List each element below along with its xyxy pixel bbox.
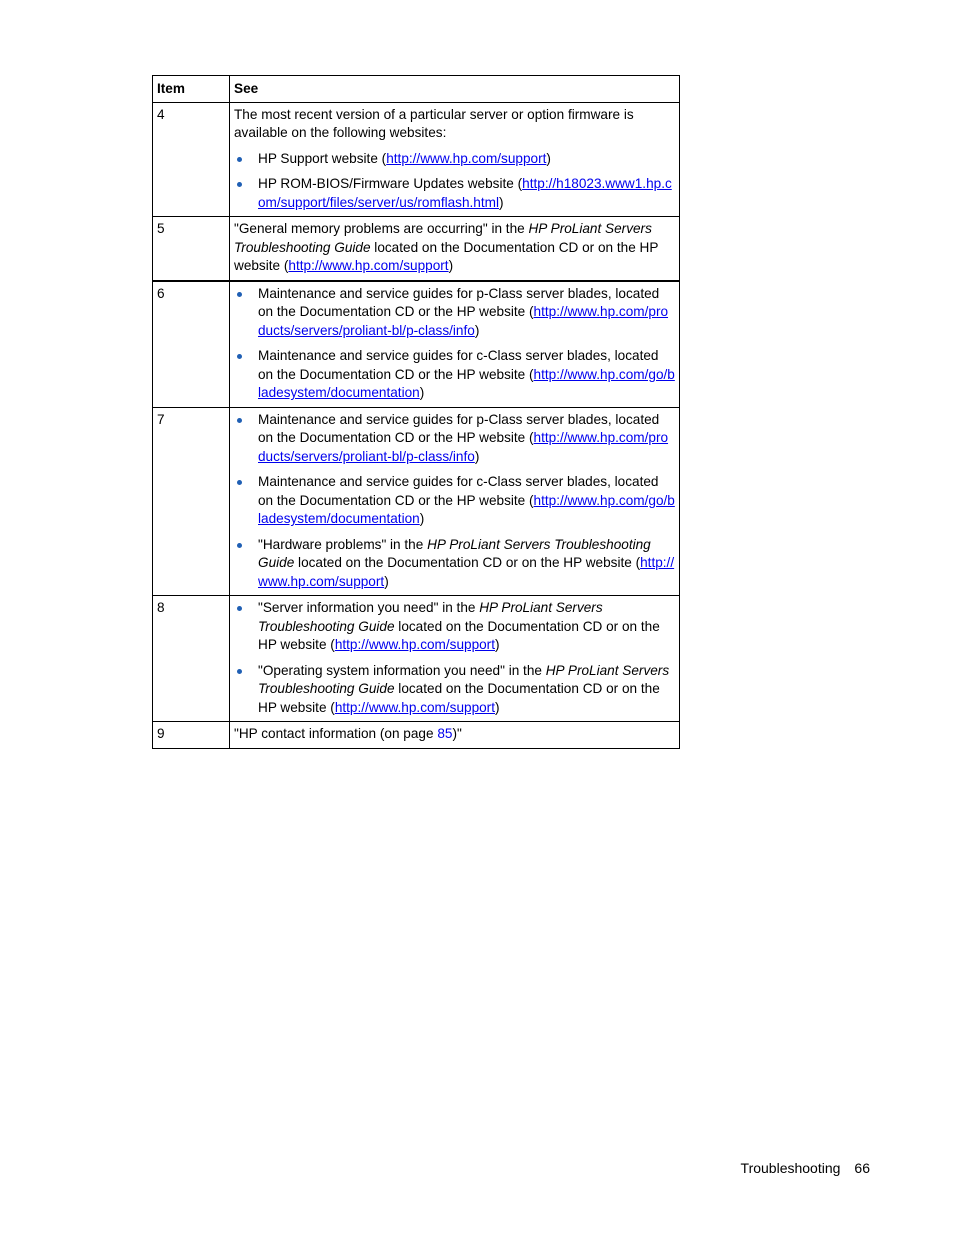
header-see: See [230,76,680,103]
item-number: 8 [153,596,230,722]
reference-table [152,75,680,749]
see-cell [230,281,680,408]
bullet-list [234,285,675,403]
table-header-row [153,76,680,103]
table-row [153,281,680,408]
table-row [153,217,680,281]
list-item: Maintenance and service guides for c-Class server blades, located on the Documentation CD or the HP website (http://www.hp.com/go/bladesystem/documentation) [234,347,675,403]
list-item: Maintenance and service guides for p-Class server blades, located on the Documentation CD or the HP website (http://www.hp.com/products/servers/proliant-bl/p-class/info) [234,285,675,341]
bullet-list [234,150,675,213]
see-cell [230,407,680,596]
list-item: "Hardware problems" in the HP ProLiant Servers Troubleshooting Guide located on the Documentation CD or on the HP website (http://www.hp.com/support) [234,536,675,592]
see-cell [230,596,680,722]
support-link[interactable]: http://www.hp.com/support [334,699,495,715]
intro-text: The most recent version of a particular server or option firmware is available on the following websites: [234,106,634,140]
bladesystem-link[interactable]: http://www.hp.com/go/bladesystem/documentation [258,492,675,526]
support-link[interactable]: http://www.hp.com/support [386,150,547,166]
list-item: Maintenance and service guides for c-Class server blades, located on the Documentation CD or the HP website (http://www.hp.com/go/bladesystem/documentation) [234,473,675,529]
see-cell: "General memory problems are occurring" in the HP ProLiant Servers Troubleshooting Guide located on the Documentation CD or on the HP website (http://www.hp.com/support) [230,217,680,281]
list-item: HP Support website (http://www.hp.com/support) [234,150,675,169]
table-row [153,596,680,722]
page-ref-link[interactable]: 85 [437,726,453,741]
list-item: Maintenance and service guides for p-Class server blades, located on the Documentation CD or the HP website (http://www.hp.com/products/servers/proliant-bl/p-class/info) [234,411,675,467]
item-number: 5 [153,217,230,281]
support-link[interactable]: http://www.hp.com/support [288,258,449,273]
bullet-list [234,411,675,592]
support-link[interactable]: http://www.hp.com/support [334,637,495,652]
list-item: HP ROM-BIOS/Firmware Updates website (http://h18023.www1.hp.com/support/files/server/us/romflash.html) [234,175,675,212]
header-item: Item [153,76,230,103]
list-item: "Server information you need" in the HP ProLiant Servers Troubleshooting Guide located on the Documentation CD or on the HP website (http://www.hp.com/support) [234,599,675,655]
item-number: 7 [153,407,230,596]
bullet-list [234,599,675,717]
table-row [153,407,680,596]
see-cell [230,102,680,217]
item-number: 6 [153,281,230,408]
p-class-link[interactable]: http://www.hp.com/products/servers/proliant-bl/p-class/info [258,430,669,464]
bladesystem-link[interactable]: http://www.hp.com/go/bladesystem/documentation [258,366,675,400]
table-row [153,722,680,749]
support-link[interactable]: http://www.hp.com/support [258,555,675,589]
p-class-link[interactable]: http://www.hp.com/products/servers/proliant-bl/p-class/info [258,304,669,338]
see-cell: "HP contact information (on page 85)" [230,722,680,749]
footer-section: Troubleshooting [740,1160,841,1176]
page-number: 66 [854,1160,870,1176]
list-item: "Operating system information you need" in the HP ProLiant Servers Troubleshooting Guide located on the Documentation CD or on the HP website (http://www.hp.com/support) [234,662,675,718]
page-footer [741,1159,870,1178]
romflash-link[interactable]: http://h18023.www1.hp.com/support/files/server/us/romflash.html [258,176,672,210]
item-number: 4 [153,102,230,217]
item-number: 9 [153,722,230,749]
table-row [153,102,680,217]
